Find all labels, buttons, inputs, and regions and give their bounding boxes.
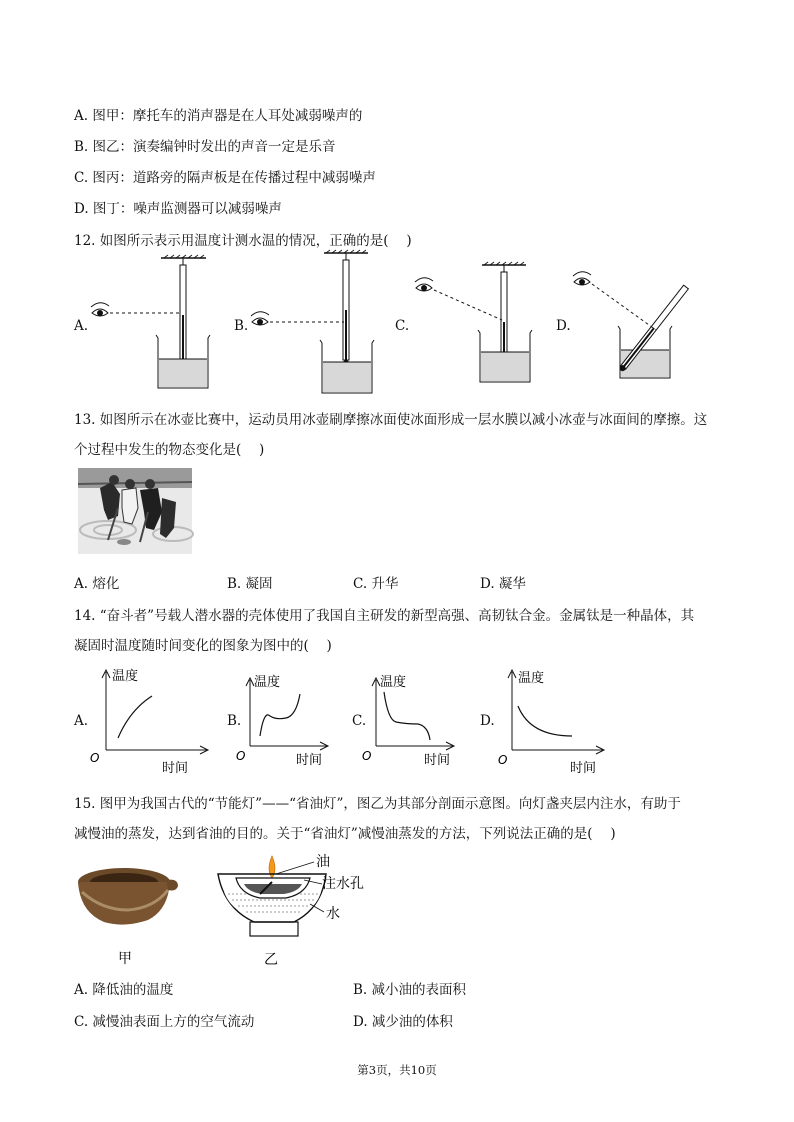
q11-option-b: B. 图乙：演奏编钟时发出的声音一定是乐音 — [74, 139, 336, 155]
q13-stem-line2: 个过程中发生的物态变化是( ) — [74, 442, 265, 458]
q14-graph-a-origin: O — [90, 751, 100, 765]
oil-lamp-cross-section — [214, 848, 374, 970]
q14-graph-c — [362, 670, 462, 770]
q12-label-b: B. — [234, 318, 249, 334]
q14-graph-c-origin: O — [362, 749, 372, 763]
q15-option-b: B. 减小油的表面积 — [353, 982, 467, 998]
q15-option-d: D. 减少油的体积 — [353, 1014, 453, 1030]
eye-icon — [415, 278, 433, 291]
q15-option-c: C. 减慢油表面上方的空气流动 — [74, 1014, 255, 1030]
q13-option-a: A. 熔化 — [74, 576, 120, 592]
q12-figure-b — [246, 250, 376, 395]
q14-label-b: B. — [227, 713, 242, 729]
q12-figure-a — [86, 255, 216, 395]
eye-icon — [573, 272, 591, 285]
q14-stem-line1: 14. “奋斗者”号载人潜水器的壳体使用了我国自主研发的新型高强、高韧钛合金。金属钛是一种晶体，其 — [74, 608, 695, 624]
label-water: 水 — [326, 906, 340, 922]
q11-option-a: A. 图甲：摩托车的消声器是在人耳处减弱噪声的 — [74, 108, 363, 124]
figure-label-yi: 乙 — [264, 952, 278, 968]
q14-stem-line2: 凝固时温度随时间变化的图象为图中的( ) — [74, 638, 332, 654]
q12-label-c: C. — [395, 318, 410, 334]
q14-graph-a-ylabel: 温度 — [112, 669, 139, 684]
label-oil: 油 — [316, 854, 330, 870]
eye-icon — [91, 303, 109, 316]
q14-graph-d — [496, 662, 616, 777]
q12-stem: 12. 如图所示表示用温度计测水温的情况，正确的是( ) — [74, 233, 412, 249]
q15-option-a: A. 降低油的温度 — [74, 982, 174, 998]
q13-stem-line1: 13. 如图所示在冰壶比赛中，运动员用冰壶刷摩擦冰面使冰面形成一层水膜以减小冰壶与冰面间的摩擦。这 — [74, 412, 708, 428]
q14-graph-c-ylabel: 温度 — [380, 675, 407, 690]
q14-graph-d-xlabel: 时间 — [570, 761, 597, 776]
oil-lamp-photo — [74, 860, 184, 970]
q14-graph-b-xlabel: 时间 — [296, 753, 323, 768]
curling-photo — [78, 468, 192, 554]
q12-label-d: D. — [556, 318, 571, 334]
q11-option-d: D. 图丁：噪声监测器可以减弱噪声 — [74, 201, 282, 217]
q14-label-c: C. — [352, 713, 367, 729]
q14-graph-c-xlabel: 时间 — [424, 753, 451, 768]
figure-label-jia: 甲 — [118, 951, 132, 967]
q14-label-a: A. — [74, 713, 89, 729]
eye-icon — [251, 312, 269, 325]
q13-option-b: B. 凝固 — [227, 576, 273, 592]
q12-figure-c — [410, 262, 540, 387]
label-water-hole: 注水孔 — [322, 876, 364, 892]
q14-graph-d-origin: O — [498, 753, 508, 767]
q14-graph-b — [236, 670, 336, 770]
q12-label-a: A. — [74, 318, 89, 334]
q13-option-c: C. 升华 — [353, 576, 399, 592]
q14-graph-d-ylabel: 温度 — [518, 671, 545, 686]
q15-stem-line2: 减慢油的蒸发，达到省油的目的。关于“省油灯”减慢油蒸发的方法，下列说法正确的是( ) — [74, 826, 616, 842]
q14-label-d: D. — [480, 713, 495, 729]
q11-option-c: C. 图丙：道路旁的隔声板是在传播过程中减弱噪声 — [74, 170, 376, 186]
page-footer: 第3页，共10页 — [357, 1063, 437, 1077]
q15-stem-line1: 15. 图甲为我国古代的“节能灯”——“省油灯”，图乙为其部分剖面示意图。向灯盏夹层内注水，有助于 — [74, 796, 681, 812]
q14-graph-a-xlabel: 时间 — [162, 761, 189, 776]
q14-graph-b-ylabel: 温度 — [254, 675, 281, 690]
q12-figure-d — [568, 268, 698, 388]
q14-graph-b-origin: O — [236, 749, 246, 763]
q13-option-d: D. 凝华 — [480, 576, 526, 592]
q14-graph-a — [90, 660, 220, 780]
